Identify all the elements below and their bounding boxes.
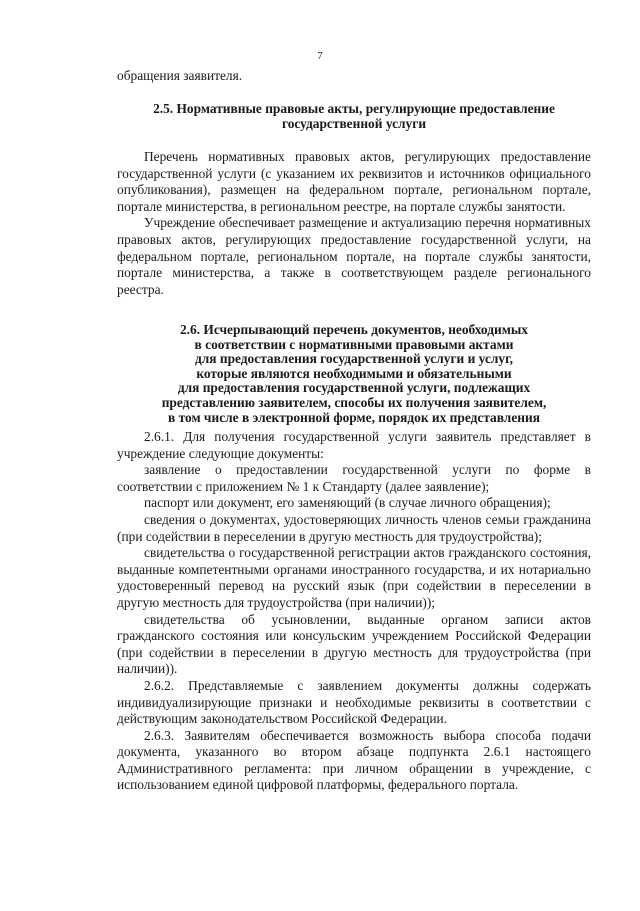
page-number: 7 (317, 50, 323, 62)
paragraph: заявление о предоставлении государственной услуги по форме в соответствии с приложением № 1 к Стандарту (далее заявление); (117, 462, 591, 494)
heading-line: которые являются необходимыми и обязательными (196, 365, 512, 381)
heading-line: 2.5. Нормативные правовые акты, регулирующие предоставление (153, 101, 555, 116)
section-2-5-heading (117, 102, 591, 131)
section-2-6-body (117, 429, 591, 794)
paragraph: свидетельства о государственной регистрации актов гражданского состояния, выданные компетентными органами иностранного государства, и их нотариально удостоверенный перевод на русский язык (при содействии в переселении в другую местность для трудоустройства (при наличии)); (117, 545, 591, 610)
heading-line: в том числе в электронной форме, порядок их представления (168, 409, 540, 425)
heading-line: в соответствии с нормативными правовыми актами (194, 336, 514, 352)
heading-line: представлению заявителем, способы их получения заявителем, (161, 394, 547, 410)
continuation-text: обращения заявителя. (117, 68, 243, 83)
paragraph: 2.6.1. Для получения государственной услуги заявитель представляет в учреждение следующие документы: (117, 429, 591, 461)
paragraph: сведения о документах, удостоверяющих личность членов семьи гражданина (при содействии в переселении в другую местность для трудоустройства); (117, 511, 591, 544)
section-2-5-body (117, 149, 591, 298)
heading-line: 2.6. Исчерпывающий перечень документов, необходимых (179, 322, 528, 337)
paragraph: Учреждение обеспечивает размещение и актуализацию перечня нормативных правовых актов, регулирующих предоставление государственной услуги, на федеральном портале, региональном портале, на портале службы занятости, портале министерства, а также в соответствующем разделе регионального реестра. (117, 215, 591, 297)
heading-line: для предоставления государственной услуги и услуг, (194, 351, 514, 367)
paragraph: паспорт или документ, его заменяющий (в случае личного обращения); (144, 495, 551, 511)
heading-line: государственной услуги (281, 115, 427, 131)
paragraph: Перечень нормативных правовых актов, регулирующих предоставление государственной услуги (с указанием их реквизитов и источников официального опубликования), размещен на федеральном портале, региональном портале, портале министерства, в региональном реестре, на портале службы занятости. (117, 149, 591, 214)
paragraph: свидетельства об усыновлении, выданные органом записи актов гражданского состояния или консульским учреждением Российской Федерации (при содействии в переселении в другую местность для трудоустройства (при наличии)). (117, 611, 591, 677)
paragraph: 2.6.2. Представляемые с заявлением документы должны содержать индивидуализирующие признаки и необходимые реквизиты в соответствии с действующим законодательством Российской Федерации. (117, 677, 591, 727)
heading-line: для предоставления государственной услуги, подлежащих (177, 380, 531, 396)
section-2-6-heading (117, 323, 591, 425)
paragraph: 2.6.3. Заявителям обеспечивается возможность выбора способа подачи документа, указанного во втором абзаце подпункта 2.6.1 настоящего Административного регламента: при личном обращении в учреждение, с использованием единой цифровой платформы, федерального портала. (117, 727, 591, 793)
